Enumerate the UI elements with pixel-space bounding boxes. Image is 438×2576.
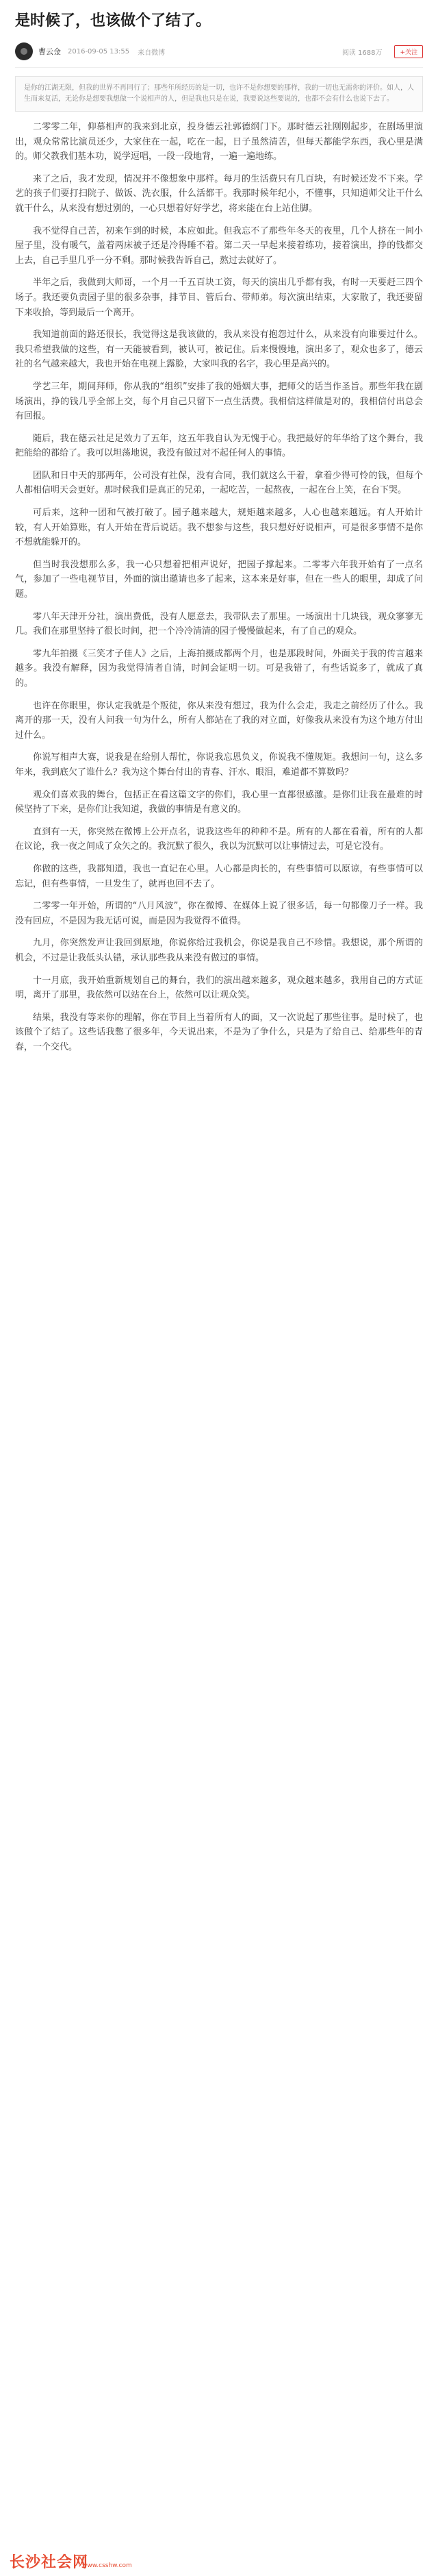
paragraph: 二零零一年开始，所谓的“八月风波”，你在微博、在媒体上说了很多话，每一句都像刀子一样。我没有回应，不是因为我无话可说，而是因为我觉得不值得。 [15,901,423,926]
source-label: 来自微博 [138,49,166,57]
paragraph: 团队和日中天的那两年，公司没有社保，没有合同，我们就这么干着，拿着少得可怜的钱，但每个人都相信明天会更好。那时候我们是真正的兄弟，一起吃苦，一起熬夜，一起在台上笑，在台下哭。 [15,470,423,496]
paragraph: 零九年拍摄《三笑才子佳人》之后，上海拍摄成都两个月，也是那段时间，外面关于我的传言越来越多。我没有解释，因为我觉得清者自清，时间会证明一切。可是我错了，有些话说多了，就成了真的。 [15,648,423,689]
paragraph: 但当时我没想那么多，我一心只想着把相声说好，把园子撑起来。二零零六年我开始有了一点名气，参加了一些电视节目，外面的演出邀请也多了起来，这本来是好事，但在一些人的眼里，却成了问题。 [15,559,423,600]
paragraph: 来了之后，我才发现，情况并不像想象中那样。每月的生活费只有几百块，有时候还发不下来。学艺的孩子们要打扫院子、做饭、洗衣服，什么活都干。我那时候年纪小，不懂事，只知道师父让干什么就干什么，从来没有想过别的，一心只想着好好学艺，将来能在台上站住脚。 [15,173,423,214]
paragraph: 随后，我在德云社足足效力了五年，这五年我自认为无愧于心。我把最好的年华给了这个舞台，我把能给的都给了。我可以坦荡地说，我没有做过对不起任何人的事情。 [15,433,423,459]
paragraph: 半年之后，我做到大师哥，一个月一千五百块工资，每天的演出几乎都有我，有时一天要赶三四个场子。我还要负责园子里的很多杂事，排节目、管后台、带师弟。每次演出结束，大家散了，我还要留下来收拾，等到最后一个离开。 [15,277,423,318]
paragraph: 也许在你眼里，你认定我就是个叛徒，你从来没有想过，我为什么会走，我走之前经历了什么。我离开的那一天，没有人问我一句为什么，所有人都站在了我的对立面，好像我从来没有为这个地方付出过什么。 [15,700,423,741]
paragraph: 观众们喜欢我的舞台，包括正在看这篇文字的你们，我心里一直都很感激。是你们让我在最难的时候坚持了下来，是你们让我知道，我做的事情是有意义的。 [15,789,423,815]
paragraph: 直到有一天，你突然在微博上公开点名，说我这些年的种种不是。所有的人都在看着，所有的人都在议论，我一夜之间成了众矢之的。我沉默了很久，我以为沉默可以让事情过去，可是它没有。 [15,826,423,852]
publish-date: 2016-09-05 13:55 [68,47,130,55]
site-watermark-url: www.csshw.com [82,2562,132,2569]
article-body [15,120,423,1054]
paragraph: 学艺三年，期间拜师，你从我的“组织”安排了我的婚姻大事，把师父的话当作圣旨。那些年我在剧场演出，挣的钱几乎全部上交，每个月自己只留下一点生活费。我相信这样做是对的，我相信付出总会有回报。 [15,381,423,422]
paragraph: 你做的这些，我都知道，我也一直记在心里。人心都是肉长的，有些事情可以原谅，有些事情可以忘记，但有些事情，一旦发生了，就再也回不去了。 [15,863,423,889]
article-meta [15,40,423,68]
author-name[interactable]: 曹云金 [38,47,61,56]
follow-button[interactable]: +关注 [394,45,423,58]
paragraph: 你说写相声大赛，说我是在给别人帮忙，你说我忘恩负义，你说我不懂规矩。我想问一句，这么多年来，我到底欠了谁什么？我为这个舞台付出的青春、汗水、眼泪，难道都不算数吗？ [15,752,423,778]
paragraph: 九月，你突然发声让我回到原地，你说你给过我机会，你说是我自己不珍惜。我想说，那个所谓的机会，不过是让我低头认错，承认那些我从来没有做过的事情。 [15,938,423,963]
paragraph: 我不觉得自己苦，初来乍到的时候，本应如此。但我忘不了那些年冬天的夜里，几个人挤在一间小屋子里，没有暖气，盖着两床被子还是冷得睡不着。第二天一早起来接着练功，接着演出，挣的钱都交上去，自己手里几乎一分不剩。那时候我告诉自己，熬过去就好了。 [15,225,423,266]
paragraph: 我知道前面的路还很长，我觉得这是我该做的，我从来没有抱怨过什么，从来没有向谁要过什么。我只希望我做的这些，有一天能被看到，被认可，被记住。后来慢慢地，演出多了，观众也多了，德云社的名气越来越大，我也开始在电视上露脸，大家叫我的名字，我心里是高兴的。 [15,330,423,370]
paragraph: 十一月底，我开始重新规划自己的舞台，我们的演出越来越多，观众越来越多，我用自己的方式证明，离开了那里，我依然可以站在台上，依然可以让观众笑。 [15,975,423,1001]
paragraph: 零八年天津开分社，演出费低，没有人愿意去，我带队去了那里。一场演出十几块钱，观众寥寥无几。我们在那里坚持了很长时间，把一个冷冷清清的园子慢慢做起来，有了自己的观众。 [15,611,423,637]
paragraph: 结果，我没有等来你的理解，你在节目上当着所有人的面，又一次说起了那些往事。是时候了，也该做个了结了。这些话我憋了很多年，今天说出来，不是为了争什么，只是为了给自己、给那些年的青春，一个交代。 [15,1012,423,1052]
site-watermark: 长沙社会网 [10,2554,89,2571]
paragraph: 可后来，这种一团和气被打破了。园子越来越大，规矩越来越多，人心也越来越远。有人开始计较，有人开始算账，有人开始在背后说话。我不想参与这些，我只想好好说相声，可是很多事情不是你不想就能躲开的。 [15,508,423,548]
paragraph: 二零零二年，仰慕相声的我来到北京，投身德云社郭德纲门下。那时德云社刚刚起步，在剧场里演出，观众常常比演员还少，大家住在一起，吃在一起，日子虽然清苦，但每天都能学东西，我心里是满的。师父教我们基本功，说学逗唱，一段一段地背，一遍一遍地练。 [15,122,423,162]
avatar-icon [21,48,27,55]
article-title: 是时候了，也该做个了结了。 [15,12,211,29]
author-avatar[interactable] [15,42,33,60]
article-summary: 是你的江湖无限，但我的世界不再同行了；那些年所经历的是一切，也许不是你想要的那样，我的一切也无需你的评价。如人，人生而来复活，无论你是想要我想做一个说相声的人，但是我也只是在说，我要说这些要说的，也都不会有什么也说下去了。 [15,76,423,112]
view-count: 阅读 1688万 [342,49,383,57]
